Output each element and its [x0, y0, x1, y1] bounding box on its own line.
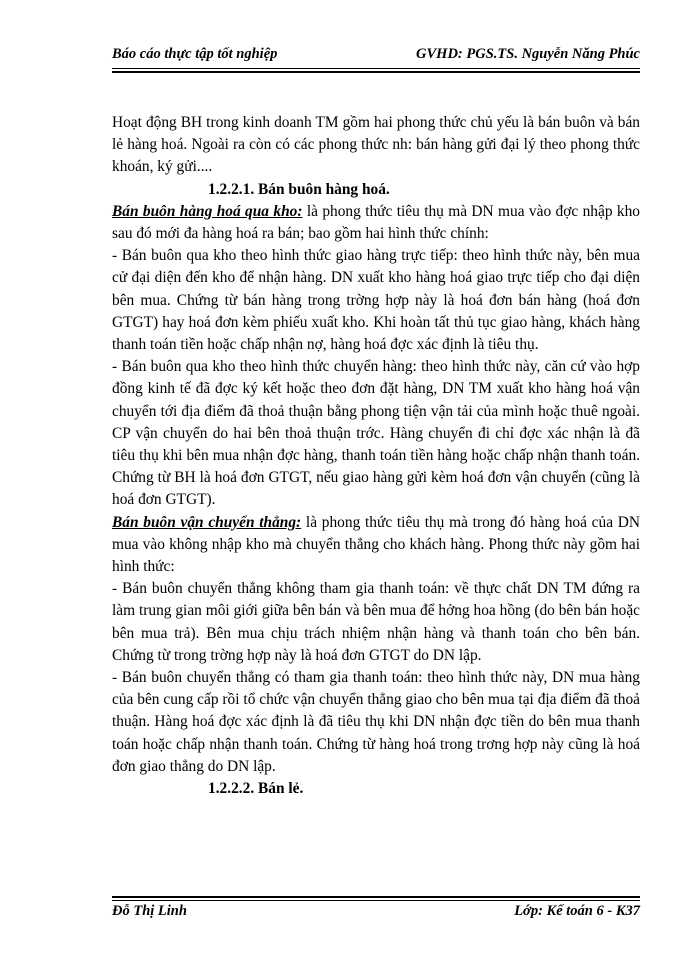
footer-rule-thick — [112, 896, 640, 898]
footer-class: Lớp: Kế toán 6 - K37 — [514, 903, 640, 919]
header-rule-thin — [112, 68, 640, 69]
header-rule-thick — [112, 71, 640, 73]
page-footer — [112, 903, 640, 920]
section-heading-wholesale: 1.2.2.1. Bán buôn hàng hoá. — [208, 180, 390, 198]
paragraph-drop-ship — [112, 512, 640, 579]
paragraph-direct-delivery: - Bán buôn qua kho theo hình thức giao hàng trực tiếp: theo hình thức này, bên mua cử đại diện đến kho để nhận hàng. DN xuất kho hàng hoá giao trực tiếp cho đại diện bên mua. Chứng từ bán hàng trong trờng hợp này là hoá đơn bán hàng (hoá đơn GTGT) hay hoá đơn kèm phiếu xuất kho. Khi hoàn tất thủ tục giao hàng, khách hàng thanh toán tiền hoặc chấp nhận nợ, hàng hoá đợc xác định là tiêu thụ. — [112, 247, 640, 354]
paragraph-drop-ship-with-payment: - Bán buôn chuyển thẳng có tham gia thanh toán: theo hình thức này, DN mua hàng của bên cung cấp rồi tổ chức vận chuyển thẳng giao cho bên mua tại địa điểm đã thoả thuận. Hàng hoá đợc xác định là đã tiêu thụ khi DN nhận đợc tiền do bên mua thanh toán hoặc chấp nhận thanh toán. Chứng từ hàng hoá trong trơng hợp này cũng là hoá đơn giao thẳng do DN lập. — [112, 669, 640, 775]
page-header — [112, 46, 640, 63]
body-text — [112, 112, 640, 800]
paragraph-shipping: - Bán buôn qua kho theo hình thức chuyển hàng: theo hình thức này, căn cứ vào hợp đồng kinh tế đã đợc ký kết hoặc theo đơn đặt hàng, DN TM xuất kho hàng hoá vận chuyển tới địa điểm đã thoả thuận bằng phong tiện vận tải của mình hoặc thuê ngoài. CP vận chuyển do hai bên thoả thuận trớc. Hàng chuyển đi chỉ đợc xác nhận là đã tiêu thụ khi bên mua nhận đợc hàng, thanh toán tiền hàng hoặc chấp nhận thanh toán. Chứng từ BH là hoá đơn GTGT, nếu giao hàng gửi kèm hoá đơn vận chuyển (cũng là hoá đơn GTGT). — [112, 358, 640, 509]
section-heading-retail: 1.2.2.2. Bán lẻ. — [208, 780, 304, 798]
definition-wholesale-warehouse: là phong thức tiêu thụ mà DN mua vào đợc nhập kho sau đó mới đa hàng hoá ra bán; bao gồm hai hình thức chính: — [112, 202, 640, 243]
intro-paragraph: Hoạt động BH trong kinh doanh TM gồm hai phong thức chủ yếu là bán buôn và bán lẻ hàng hoá. Ngoài ra còn có các phong thức nh: bán hàng gửi đại lý theo phong thức khoán, ký gửi.... — [112, 114, 640, 176]
header-report-title: Báo cáo thực tập tốt nghiệp — [112, 46, 278, 62]
paragraph-wholesale-warehouse — [112, 201, 640, 245]
term-wholesale-warehouse: Bán buôn hàng hoá qua kho: — [112, 202, 303, 220]
paragraph-drop-ship-no-payment: - Bán buôn chuyển thẳng không tham gia thanh toán: về thực chất DN TM đứng ra làm trung gian môi giới giữa bên bán và bên mua để hởng hoa hồng (do bên bán hoặc bên mua trả). Bên mua chịu trách nhiệm nhận hàng và thanh toán cho bên bán. Chứng từ trong trờng hợp này là hoá đơn GTGT do DN lập. — [112, 580, 640, 664]
definition-drop-ship: là phong thức tiêu thụ mà trong đó hàng hoá của DN mua vào không nhập kho mà chuyển thẳng cho khách hàng. Phong thức này gồm hai hình thức: — [112, 513, 640, 576]
term-drop-ship: Bán buôn vận chuyển thẳng: — [112, 513, 302, 531]
header-supervisor: GVHD: PGS.TS. Nguyễn Năng Phúc — [416, 46, 640, 62]
footer-rule-thin — [112, 900, 640, 901]
footer-author: Đỗ Thị Linh — [112, 903, 187, 919]
